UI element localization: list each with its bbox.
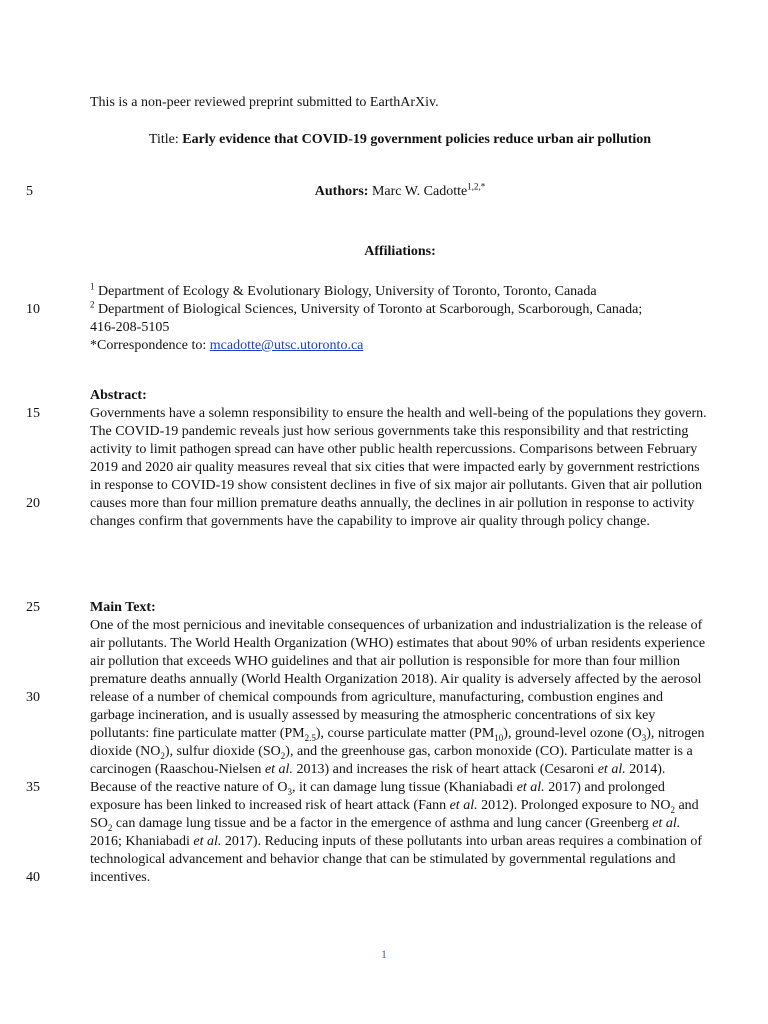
paper-title <box>90 131 710 149</box>
author-affiliation-marks: 1,2,* <box>467 181 486 192</box>
main-text-paragraph: One of the most pernicious and inevitable consequences of urbanization and industrialization is the release of air pollutants. The World Health Organization (WHO) estimates that about 90% of urban residents experience air pollution that exceeds WHO guidelines and that air pollution is responsible for more than four million premature deaths annually (World Health Organization 2018). Air quality is adversely affected by the aerosol release of a number of chemical compounds from agriculture, manufacturing, combustion engines and garbage incineration, and is usually assessed by measuring the atmospheric concentrations of six key pollutants: fine particulate matter $(PM_{2.5})$, course particulate matter $(PM_{10})$, ground-level ozone $(O_3)$, nitrogen dioxide $(NO_2)$, sulfur dioxide $(SO_2)$, and the greenhouse gas, carbon monoxide (CO). Particulate matter is a carcinogen (Raaschou-Nielsen et al. 2013) and increases the risk of heart attack (Cesaroni et al. 2014). Because of the reactive nature of $O_3$, it can damage lung tissue (Khaniabadi et al. 2017) and prolonged exposure has been linked to increased risk of heart attack (Fann et al. 2012). Prolonged exposure to $NO_2$ and $SO_2$ can damage lung tissue and be a factor in the emergence of asthma and lung cancer (Greenberg et al. 2016; Khaniabadi et al. 2017). Reducing inputs of these pollutants into urban areas requires a combination of technological advancement and behavior change that can be stimulated by governmental regulations and incentives. <box>90 618 706 885</box>
line-number: 40 <box>26 870 40 885</box>
line-number: 25 <box>26 600 40 615</box>
line-number: 35 <box>26 780 40 795</box>
title-prefix: Title: <box>148 132 183 147</box>
line-number: 10 <box>26 302 40 317</box>
line-number: 5 <box>26 184 33 199</box>
correspondence-line <box>90 337 650 355</box>
author-name: Marc W. Cadotte <box>368 184 468 199</box>
line-number: 30 <box>26 690 40 705</box>
correspondence-label: *Correspondence to: <box>90 338 210 353</box>
affiliation-sup: 1 <box>90 281 95 292</box>
affiliation-text: Department of Biological Sciences, University of Toronto at Scarborough, Scarborough, Canada; 416-208-5105 <box>90 302 643 335</box>
abstract-text: Governments have a solemn responsibility to ensure the health and well-being of the populations they govern. The COVID-19 pandemic reveals just how serious governments take this responsibility and that restricting activity to limit pathogen spread can have other public health repercussions. Comparisons between February 2019 and 2020 air quality measures reveal that six cities that were impacted early by government restrictions in response to COVID-19 show consistent declines in five of six major air pollutants. Given that air pollution causes more than four million premature deaths annually, the declines in air pollution in response to activity changes confirm that governments have the capability to improve air quality through policy change. <box>90 406 707 529</box>
abstract-heading: Abstract: <box>90 388 147 403</box>
authors-line <box>90 183 710 201</box>
affiliations-list <box>90 283 650 355</box>
main-text-section <box>90 599 710 887</box>
title-text: Early evidence that COVID-19 government policies reduce urban air pollution <box>182 132 652 147</box>
affiliation-item <box>90 283 650 301</box>
correspondence-email-link[interactable]: mcadotte@utsc.utoronto.ca <box>209 338 364 353</box>
affiliation-text: Department of Ecology & Evolutionary Biology, University of Toronto, Toronto, Canada <box>94 284 597 299</box>
affiliation-item <box>90 301 650 337</box>
affiliation-sup: 2 <box>90 299 95 310</box>
main-text-heading: Main Text: <box>90 600 156 615</box>
line-number: 20 <box>26 496 40 511</box>
abstract-section <box>90 387 710 531</box>
page-number: 1 <box>381 947 387 961</box>
line-number: 15 <box>26 406 40 421</box>
authors-label: Authors: <box>314 184 369 199</box>
affiliations-heading: Affiliations: <box>364 244 436 259</box>
preprint-note: This is a non-peer reviewed preprint submitted to EarthArXiv. <box>90 95 439 110</box>
